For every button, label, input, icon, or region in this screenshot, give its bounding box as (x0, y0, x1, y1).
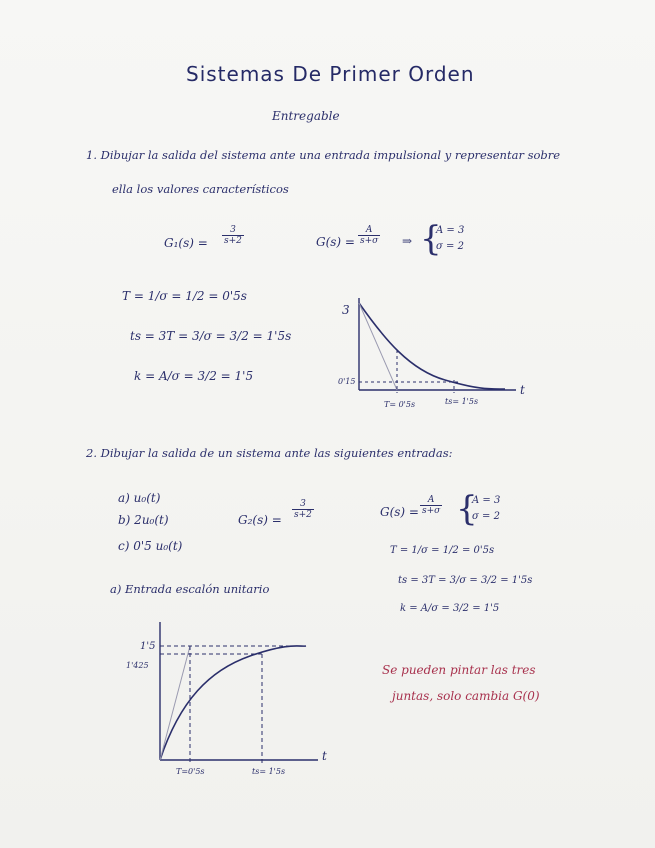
q1-statement-line1: 1. Dibujar la salida del sistema ante una entrada impulsional y representar sobre (86, 148, 561, 162)
q1-brace-a: A = 3 (436, 225, 465, 236)
q1-g-lhs: G(s) = (316, 235, 355, 249)
q1-g-numerator: A (365, 225, 373, 235)
q2-g-fraction (420, 496, 442, 517)
q1-brace: { (420, 219, 442, 259)
q2-brace-a: A = 3 (472, 495, 501, 506)
graph2-y-top-label: 1'5 (140, 641, 156, 652)
q2-brace: { (456, 489, 478, 529)
q2-g2-denominator: s+2 (294, 510, 312, 521)
q2-section-a-heading: a) Entrada escalón unitario (110, 582, 270, 596)
graph1-y-mid-label: 0'15 (338, 377, 356, 386)
q1-brace-sigma: σ = 2 (436, 241, 464, 252)
q2-ts-line: ts = 3T = 3/σ = 3/2 = 1'5s (398, 575, 533, 586)
q2-g2-numerator: 3 (300, 499, 306, 509)
graph2-tick-tau: T=0'5s (176, 767, 205, 776)
q2-brace-sigma: σ = 2 (472, 511, 500, 522)
q1-implies-arrow: ⇒ (402, 234, 413, 248)
graph1-y-top-label: 3 (342, 303, 350, 317)
q1-statement-line2: ella los valores característicos (112, 182, 289, 196)
q2-statement: 2. Dibujar la salida de un sistema ante las siguientes entradas: (86, 446, 453, 460)
graph1-x-label: t (520, 383, 525, 397)
red-note-line2: juntas, solo cambia G(0) (392, 689, 540, 703)
q2-option-b: b) 2u₀(t) (118, 513, 169, 527)
red-note-line1: Se pueden pintar las tres (382, 663, 536, 677)
q2-k-line: k = A/σ = 3/2 = 1'5 (400, 603, 500, 614)
graph2-response-curve (160, 646, 306, 760)
q2-tau-line: T = 1/σ = 1/2 = 0'5s (390, 545, 495, 556)
q2-option-a: a) u₀(t) (118, 491, 161, 505)
q2-option-c: c) 0'5 u₀(t) (118, 539, 183, 553)
graph1-tick-tau: T= 0'5s (384, 400, 416, 409)
q1-g1-numerator: 3 (230, 225, 236, 235)
q2-g-numerator: A (427, 495, 435, 505)
q1-k-line: k = A/σ = 3/2 = 1'5 (134, 369, 254, 383)
page-title: Sistemas De Primer Orden (186, 62, 475, 86)
q2-g2-lhs: G₂(s) = (238, 513, 282, 527)
graph2-tangent-line (160, 646, 190, 760)
page-subtitle: Entregable (272, 109, 340, 123)
q1-tau-line: T = 1/σ = 1/2 = 0'5s (122, 289, 247, 303)
graph2-tick-ts: ts= 1'5s (252, 767, 286, 776)
graph1-response-curve (359, 303, 505, 389)
q1-g-denominator: s+σ (360, 236, 379, 247)
graph2-x-label: t (322, 749, 327, 763)
graph1-tick-ts: ts= 1'5s (445, 397, 479, 406)
graph2-y-mid-label: 1'425 (126, 661, 149, 670)
q2-g2-fraction (292, 500, 314, 521)
q2-g-denominator: s+σ (422, 506, 441, 517)
q2-g-lhs: G(s) = (380, 505, 419, 519)
q1-g1-denominator: s+2 (224, 236, 242, 247)
q1-g1-lhs: G₁(s) = (164, 236, 208, 250)
graph1-tangent-line (359, 303, 397, 390)
q1-ts-line: ts = 3T = 3/σ = 3/2 = 1'5s (130, 329, 292, 343)
